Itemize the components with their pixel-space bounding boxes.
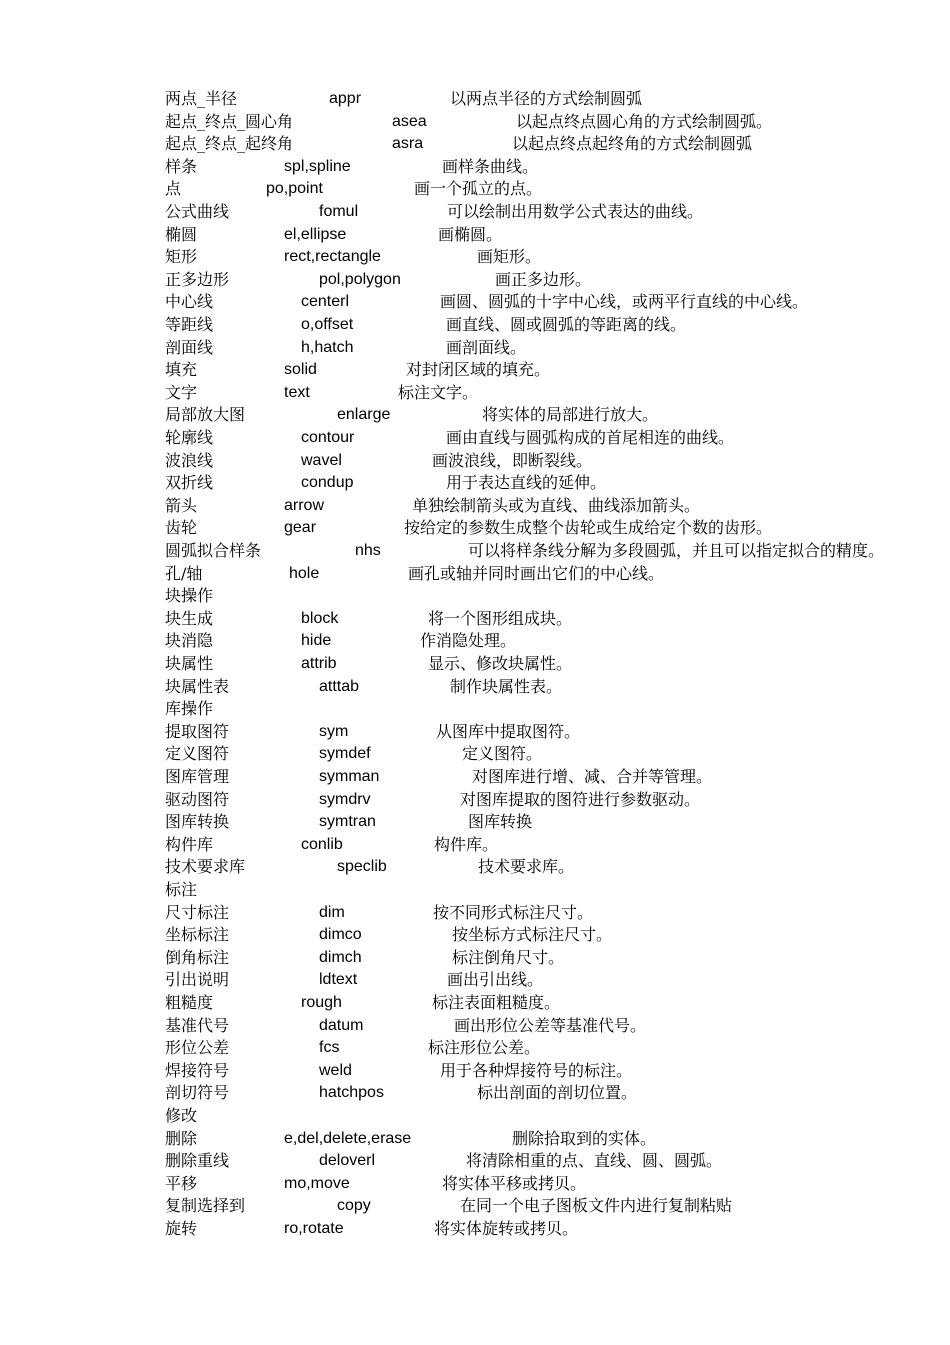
command-row bbox=[0, 517, 950, 539]
command-description: 标注倒角尺寸。 bbox=[452, 947, 565, 967]
command-name: 倒角标注 bbox=[165, 947, 230, 967]
command-row bbox=[0, 1037, 950, 1059]
command-description: 标出剖面的剖切位置。 bbox=[477, 1083, 638, 1103]
command-row bbox=[0, 834, 950, 856]
command-description: 画剖面线。 bbox=[446, 337, 527, 357]
command-description: 画椭圆。 bbox=[438, 224, 503, 244]
command-keyword: weld bbox=[319, 1061, 352, 1079]
command-keyword: el,ellipse bbox=[284, 225, 347, 243]
command-description: 画一个孤立的点。 bbox=[414, 179, 543, 199]
command-name: 复制选择到 bbox=[165, 1196, 246, 1216]
command-keyword: e,del,delete,erase bbox=[284, 1129, 412, 1147]
command-keyword: attrib bbox=[301, 655, 337, 672]
command-name: 矩形 bbox=[165, 247, 198, 267]
command-description: 画矩形。 bbox=[477, 247, 542, 267]
command-description: 画出形位公差等基准代号。 bbox=[454, 1015, 647, 1035]
command-keyword: centerl bbox=[301, 293, 350, 311]
command-row bbox=[0, 1128, 950, 1150]
command-keyword: po,point bbox=[266, 180, 323, 198]
command-keyword: solid bbox=[284, 361, 317, 379]
command-name: 焊接符号 bbox=[165, 1060, 230, 1080]
section-heading-row bbox=[0, 585, 950, 607]
command-description: 以起点终点圆心角的方式绘制圆弧。 bbox=[516, 111, 773, 131]
command-description: 标注形位公差。 bbox=[428, 1038, 541, 1058]
command-name: 正多边形 bbox=[165, 269, 230, 289]
command-row bbox=[0, 1195, 950, 1217]
command-keyword: gear bbox=[284, 519, 317, 537]
command-row bbox=[0, 450, 950, 472]
command-row bbox=[0, 721, 950, 743]
command-row bbox=[0, 178, 950, 200]
command-name: 图库管理 bbox=[165, 767, 230, 786]
command-name: 定义图符 bbox=[165, 744, 230, 764]
command-name: 公式曲线 bbox=[165, 202, 230, 221]
command-description: 单独绘制箭头或为直线、曲线添加箭头。 bbox=[412, 495, 701, 515]
command-keyword: speclib bbox=[337, 858, 387, 876]
command-name: 引出说明 bbox=[165, 970, 230, 990]
command-name: 删除 bbox=[165, 1128, 198, 1148]
command-description: 用于各种焊接符号的标注。 bbox=[440, 1060, 633, 1080]
command-row bbox=[0, 1150, 950, 1172]
command-keyword: datum bbox=[319, 1016, 364, 1034]
command-description: 按给定的参数生成整个齿轮或生成给定个数的齿形。 bbox=[404, 518, 773, 538]
command-name: 图库转换 bbox=[165, 812, 230, 832]
command-row bbox=[0, 495, 950, 517]
command-description: 对图库提取的图符进行参数驱动。 bbox=[460, 789, 701, 809]
command-name: 粗糙度 bbox=[165, 993, 214, 1012]
section-heading: 块操作 bbox=[165, 586, 214, 606]
command-name: 驱动图符 bbox=[165, 789, 230, 809]
command-row bbox=[0, 291, 950, 313]
command-name: 中心线 bbox=[165, 292, 214, 312]
command-row bbox=[0, 992, 950, 1014]
command-description: 对图库进行增、减、合并等管理。 bbox=[472, 767, 713, 786]
command-keyword: hatchpos bbox=[319, 1084, 384, 1102]
command-name: 块消隐 bbox=[165, 631, 214, 651]
command-name: 起点_终点_起终角 bbox=[165, 134, 294, 154]
command-row bbox=[0, 224, 950, 246]
command-row bbox=[0, 404, 950, 426]
command-name: 孔/轴 bbox=[165, 563, 203, 583]
command-row bbox=[0, 856, 950, 878]
command-keyword: asra bbox=[392, 135, 424, 153]
command-keyword: fomul bbox=[319, 203, 359, 220]
command-row bbox=[0, 1015, 950, 1037]
command-row bbox=[0, 1218, 950, 1240]
command-name: 箭头 bbox=[165, 495, 198, 515]
command-name: 块属性 bbox=[165, 654, 214, 673]
command-row bbox=[0, 563, 950, 585]
command-row bbox=[0, 382, 950, 404]
command-description: 按不同形式标注尺寸。 bbox=[433, 902, 594, 922]
command-description: 制作块属性表。 bbox=[450, 676, 563, 696]
command-description: 以起点终点起终角的方式绘制圆弧 bbox=[512, 134, 753, 154]
command-keyword: dimch bbox=[319, 948, 362, 966]
command-row bbox=[0, 133, 950, 155]
command-description: 用于表达直线的延伸。 bbox=[446, 473, 607, 493]
command-keyword: copy bbox=[337, 1197, 371, 1215]
command-name: 删除重线 bbox=[165, 1151, 230, 1171]
command-row bbox=[0, 359, 950, 381]
command-description: 作消隐处理。 bbox=[420, 631, 517, 651]
command-description: 对封闭区域的填充。 bbox=[406, 360, 551, 380]
command-description: 定义图符。 bbox=[462, 744, 543, 764]
command-description: 画样条曲线。 bbox=[442, 156, 539, 176]
command-row bbox=[0, 337, 950, 359]
command-description: 画孔或轴并同时画出它们的中心线。 bbox=[408, 563, 665, 583]
command-keyword: rough bbox=[301, 994, 342, 1011]
command-row bbox=[0, 1173, 950, 1195]
command-description: 标注表面粗糙度。 bbox=[432, 993, 561, 1012]
command-keyword: arrow bbox=[284, 496, 325, 514]
command-row bbox=[0, 676, 950, 698]
command-keyword: mo,move bbox=[284, 1174, 350, 1192]
command-row bbox=[0, 111, 950, 133]
command-keyword: wavel bbox=[301, 451, 342, 469]
command-keyword: asea bbox=[392, 112, 427, 130]
command-description: 删除拾取到的实体。 bbox=[512, 1128, 657, 1148]
command-name: 构件库 bbox=[165, 834, 214, 854]
command-keyword: rect,rectangle bbox=[284, 248, 381, 266]
command-row bbox=[0, 969, 950, 991]
command-row bbox=[0, 743, 950, 765]
command-keyword: hide bbox=[301, 632, 332, 650]
command-keyword: dimco bbox=[319, 926, 362, 944]
command-description: 将实体平移或拷贝。 bbox=[442, 1173, 587, 1193]
command-row bbox=[0, 924, 950, 946]
command-name: 文字 bbox=[165, 382, 198, 402]
command-name: 尺寸标注 bbox=[165, 902, 230, 922]
command-keyword: symdrv bbox=[319, 790, 371, 808]
command-description: 将实体旋转或拷贝。 bbox=[434, 1219, 579, 1238]
command-description: 技术要求库。 bbox=[478, 857, 575, 877]
command-name: 基准代号 bbox=[165, 1015, 230, 1035]
command-name: 平移 bbox=[165, 1173, 198, 1193]
command-row bbox=[0, 630, 950, 652]
command-name: 局部放大图 bbox=[165, 405, 246, 425]
command-name: 椭圆 bbox=[165, 224, 198, 244]
command-row bbox=[0, 947, 950, 969]
command-name: 块生成 bbox=[165, 608, 214, 628]
command-description: 将实体的局部进行放大。 bbox=[482, 405, 659, 425]
command-description: 将一个图形组成块。 bbox=[428, 608, 573, 628]
command-name: 剖面线 bbox=[165, 337, 214, 357]
command-row bbox=[0, 902, 950, 924]
command-keyword: condup bbox=[301, 474, 354, 492]
command-description: 按坐标方式标注尺寸。 bbox=[452, 925, 613, 945]
command-keyword: atttab bbox=[319, 677, 360, 695]
command-keyword: dim bbox=[319, 903, 345, 921]
command-keyword: appr bbox=[329, 90, 362, 107]
command-row bbox=[0, 653, 950, 675]
command-name: 等距线 bbox=[165, 315, 214, 334]
command-keyword: fcs bbox=[319, 1039, 340, 1057]
command-row bbox=[0, 608, 950, 630]
command-description: 显示、修改块属性。 bbox=[428, 654, 573, 673]
command-row bbox=[0, 246, 950, 268]
command-name: 双折线 bbox=[165, 473, 214, 493]
command-name: 样条 bbox=[165, 156, 198, 176]
command-name: 填充 bbox=[165, 360, 198, 380]
command-keyword: deloverl bbox=[319, 1152, 376, 1170]
command-keyword: contour bbox=[301, 429, 355, 446]
command-keyword: enlarge bbox=[337, 406, 391, 424]
command-name: 块属性表 bbox=[165, 676, 230, 696]
command-row bbox=[0, 472, 950, 494]
command-keyword: o,offset bbox=[301, 316, 354, 333]
command-name: 提取图符 bbox=[165, 721, 230, 741]
command-name: 两点_半径 bbox=[165, 89, 238, 108]
command-row bbox=[0, 1060, 950, 1082]
command-name: 波浪线 bbox=[165, 450, 214, 470]
command-keyword: h,hatch bbox=[301, 338, 354, 356]
command-keyword: nhs bbox=[355, 542, 381, 559]
command-row bbox=[0, 789, 950, 811]
command-keyword: sym bbox=[319, 722, 349, 740]
command-row bbox=[0, 156, 950, 178]
command-name: 剖切符号 bbox=[165, 1083, 230, 1103]
command-keyword: pol,polygon bbox=[319, 270, 401, 288]
command-description: 画波浪线，即断裂线。 bbox=[432, 450, 593, 470]
section-heading-row bbox=[0, 698, 950, 720]
command-description: 画出引出线。 bbox=[447, 970, 544, 990]
section-heading: 修改 bbox=[165, 1106, 198, 1125]
command-keyword: block bbox=[301, 609, 339, 627]
command-row bbox=[0, 766, 950, 788]
command-row bbox=[0, 811, 950, 833]
command-name: 轮廓线 bbox=[165, 428, 214, 447]
command-row bbox=[0, 427, 950, 449]
command-keyword: symman bbox=[319, 768, 380, 785]
command-row bbox=[0, 540, 950, 562]
command-description: 将清除相重的点、直线、圆、圆弧。 bbox=[466, 1151, 723, 1171]
command-description: 从图库中提取图符。 bbox=[436, 721, 581, 741]
command-keyword: spl,spline bbox=[284, 157, 351, 175]
command-name: 齿轮 bbox=[165, 518, 198, 538]
command-name: 形位公差 bbox=[165, 1038, 230, 1058]
command-keyword: symtran bbox=[319, 813, 376, 831]
command-description: 画正多边形。 bbox=[495, 269, 592, 289]
command-keyword: conlib bbox=[301, 835, 343, 853]
command-description: 标注文字。 bbox=[398, 382, 479, 402]
command-keyword: symdef bbox=[319, 745, 371, 763]
command-description: 以两点半径的方式绘制圆弧 bbox=[450, 89, 643, 108]
command-description: 图库转换 bbox=[468, 812, 533, 832]
command-keyword: ldtext bbox=[319, 971, 358, 989]
command-row bbox=[0, 269, 950, 291]
section-heading-row bbox=[0, 879, 950, 901]
command-keyword: ro,rotate bbox=[284, 1220, 344, 1237]
command-description: 画圆、圆弧的十字中心线，或两平行直线的中心线。 bbox=[440, 292, 809, 312]
command-row bbox=[0, 1082, 950, 1104]
command-name: 旋转 bbox=[165, 1219, 198, 1238]
command-name: 点 bbox=[165, 179, 182, 199]
command-description: 构件库。 bbox=[434, 834, 499, 854]
command-description: 画由直线与圆弧构成的首尾相连的曲线。 bbox=[446, 428, 735, 447]
section-heading: 库操作 bbox=[165, 699, 214, 719]
command-name: 圆弧拟合样条 bbox=[165, 541, 262, 560]
command-keyword: text bbox=[284, 383, 310, 401]
command-row bbox=[0, 314, 950, 336]
command-row bbox=[0, 201, 950, 223]
section-heading-row bbox=[0, 1105, 950, 1127]
command-description: 画直线、圆或圆弧的等距离的线。 bbox=[446, 315, 687, 334]
section-heading: 标注 bbox=[165, 880, 198, 899]
command-description: 可以绘制出用数学公式表达的曲线。 bbox=[447, 202, 704, 221]
command-name: 技术要求库 bbox=[165, 857, 246, 877]
command-keyword: hole bbox=[289, 564, 320, 582]
command-description: 可以将样条线分解为多段圆弧，并且可以指定拟合的精度。 bbox=[468, 541, 885, 560]
command-name: 坐标标注 bbox=[165, 925, 230, 945]
command-name: 起点_终点_圆心角 bbox=[165, 111, 294, 131]
command-description: 在同一个电子图板文件内进行复制粘贴 bbox=[460, 1196, 733, 1216]
command-row bbox=[0, 88, 950, 110]
